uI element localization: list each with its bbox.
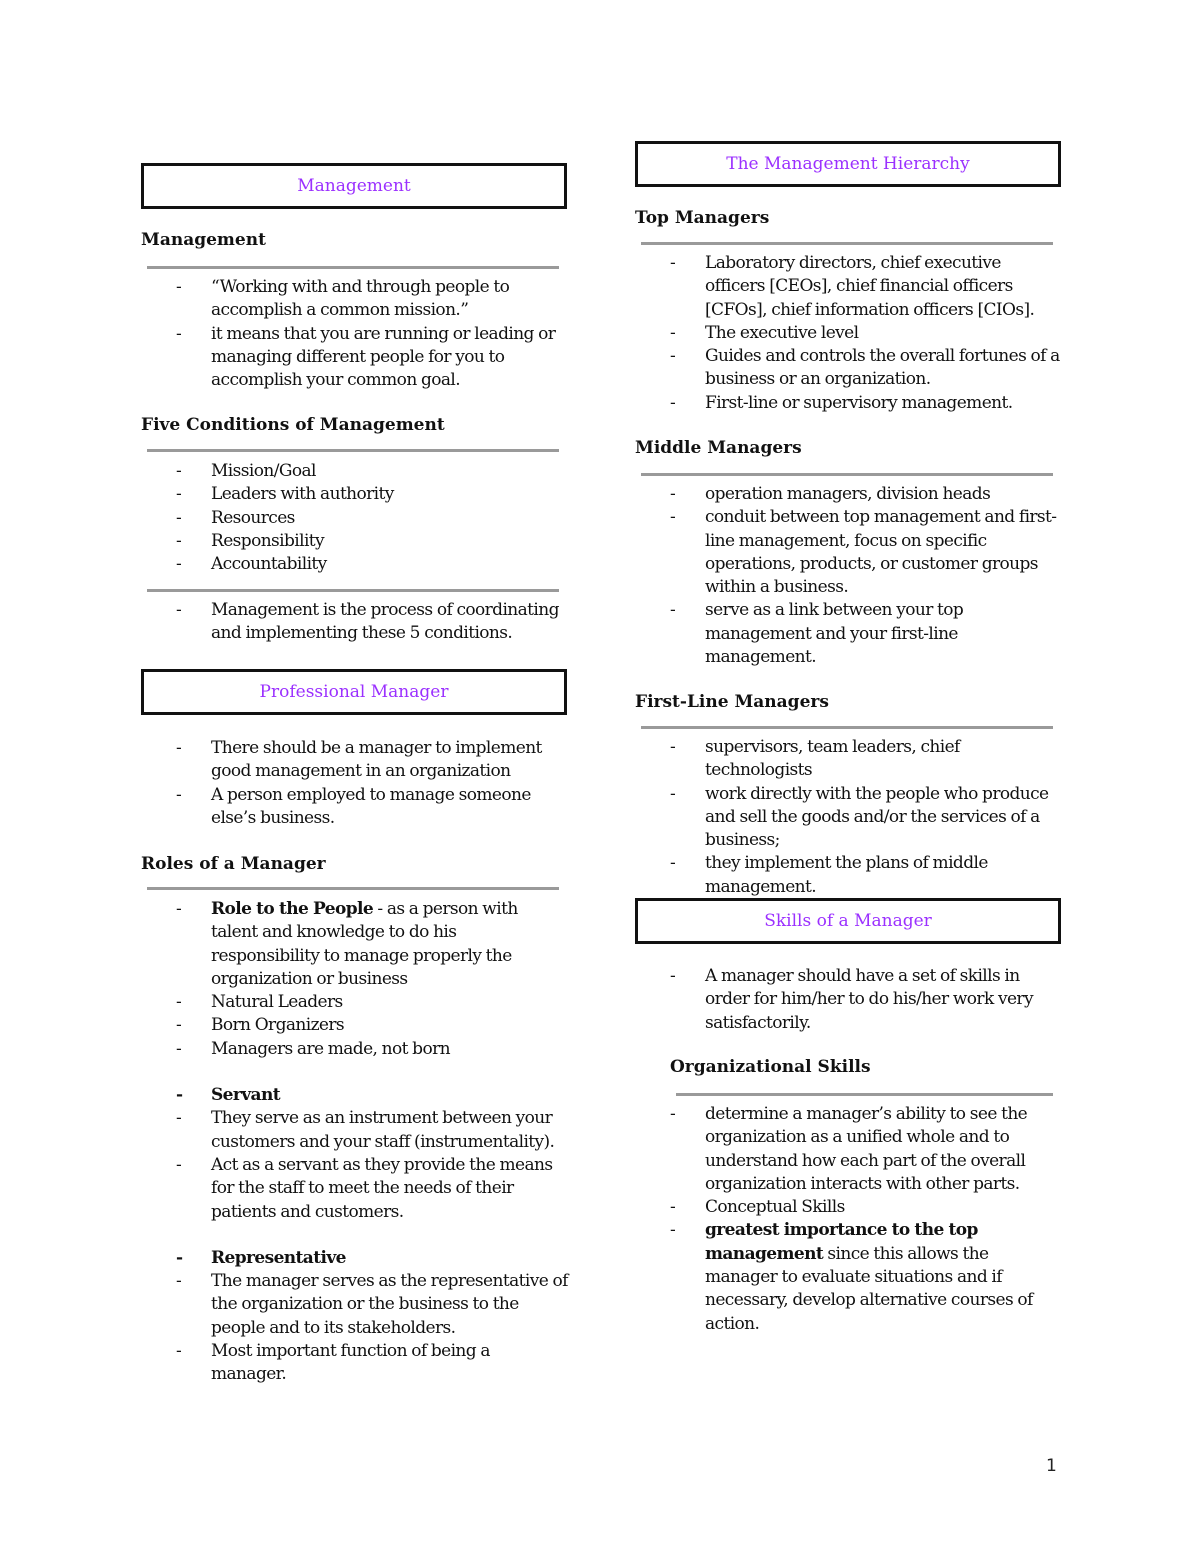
management-heading: Management [141,230,266,250]
list-item [176,898,568,991]
servant-title: - Servant [176,1084,568,1107]
top-managers-heading: Top Managers [635,208,770,228]
list-item: - A person employed to manage someone else’s business. [176,784,568,831]
divider [641,242,1053,245]
list-item: - Most important function of being a manager. [176,1340,568,1387]
skills-section-box [635,898,1061,944]
organizational-skills-list [670,1103,1062,1336]
divider [147,266,559,269]
divider [147,887,559,890]
list-item: - Leaders with authority [176,483,568,506]
roles-heading: Roles of a Manager [141,854,326,874]
management-list [176,276,568,392]
list-item: - work directly with the people who produce and sell the goods and/or the services of a business; [670,783,1062,853]
list-item [670,1219,1062,1335]
list-item: - serve as a link between your top management and your first-line management. [670,599,1062,669]
list-item: - Natural Leaders [176,991,568,1014]
list-item: - conduit between top management and first-line management, focus on specific operations, products, or customer groups within a business. [670,506,1062,599]
skills-list [670,965,1062,1035]
list-item: - Accountability [176,553,568,576]
skills-box-title: Skills of a Manager [764,911,932,931]
page-number: 1 [1046,1456,1057,1476]
list-item: - Laboratory directors, chief executive officers [CEOs], chief financial officers [CFOs], chief information officers [CIOs]. [670,252,1062,322]
top-managers-list [670,252,1062,415]
list-item: - Act as a servant as they provide the means for the staff to meet the needs of their patients and customers. [176,1154,568,1224]
five-conditions-list [176,460,568,576]
professional-box-title: Professional Manager [259,682,449,702]
management-section-box [141,163,567,209]
list-item: - They serve as an instrument between your customers and your staff (instrumentality). [176,1107,568,1154]
list-item: - First-line or supervisory management. [670,392,1062,415]
list-item: - supervisors, team leaders, chief technologists [670,736,1062,783]
list-item: - Management is the process of coordinating and implementing these 5 conditions. [176,599,568,646]
organizational-skills-heading: Organizational Skills [670,1057,871,1077]
list-item: - Born Organizers [176,1014,568,1037]
list-item: - “Working with and through people to accomplish a common mission.” [176,276,568,323]
list-item: - A manager should have a set of skills in order for him/her to do his/her work very satisfactorily. [670,965,1062,1035]
list-item: - determine a manager’s ability to see the organization as a unified whole and to understand how each part of the overall organization interacts with other parts. [670,1103,1062,1196]
list-item: - The manager serves as the representative of the organization or the business to the people and to its stakeholders. [176,1270,568,1340]
divider [676,1093,1053,1096]
list-item: - operation managers, division heads [670,483,1062,506]
list-item: - Guides and controls the overall fortunes of a business or an organization. [670,345,1062,392]
professional-list [176,737,568,830]
list-item: - Mission/Goal [176,460,568,483]
divider [641,473,1053,476]
divider [641,726,1053,729]
list-item: - it means that you are running or leading or managing different people for you to accomplish your common goal. [176,323,568,393]
hierarchy-box-title: The Management Hierarchy [726,154,970,174]
role-people-title: Role to the People [211,899,374,919]
list-item: - Resources [176,507,568,530]
management-box-title: Management [297,176,411,196]
list-item: - Conceptual Skills [670,1196,1062,1219]
five-conditions-summary-list [176,599,568,646]
list-item: - Managers are made, not born [176,1038,568,1061]
first-line-managers-heading: First-Line Managers [635,692,829,712]
five-conditions-heading: Five Conditions of Management [141,415,445,435]
divider [147,449,559,452]
list-item: - There should be a manager to implement good management in an organization [176,737,568,784]
greatest-importance-bold: greatest importance to the top management [705,1220,978,1264]
role-people-text: - as a person with talent and knowledge to do his responsibility to manage properly the organization or business [211,899,518,989]
greatest-importance-text: since this allows the manager to evaluate situations and if necessary, develop alternative courses of action. [705,1243,1033,1334]
middle-managers-list [670,483,1062,669]
hierarchy-section-box [635,141,1061,187]
professional-manager-section-box [141,669,567,715]
middle-managers-heading: Middle Managers [635,438,802,458]
representative-title: - Representative [176,1247,568,1270]
first-line-managers-list [670,736,1062,899]
list-item: - they implement the plans of middle management. [670,852,1062,899]
list-item: - Responsibility [176,530,568,553]
divider [147,589,559,592]
roles-list [176,898,568,1387]
list-item: - The executive level [670,322,1062,345]
